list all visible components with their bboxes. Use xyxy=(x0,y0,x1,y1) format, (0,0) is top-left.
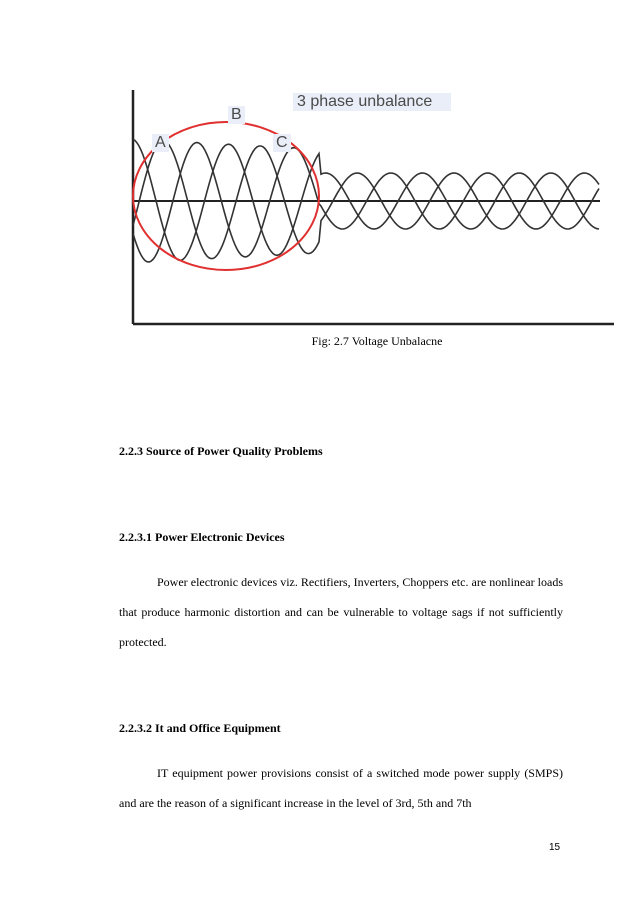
page-number: 15 xyxy=(549,842,561,853)
phase-wave-a xyxy=(133,141,599,259)
phase-b-label: B xyxy=(228,106,245,124)
figure-title: 3 phase unbalance xyxy=(293,93,451,111)
subsection-heading-power-electronic: 2.2.3.1 Power Electronic Devices xyxy=(119,530,285,544)
voltage-unbalance-figure xyxy=(130,88,614,328)
figure-caption: Fig: 2.7 Voltage Unbalacne xyxy=(311,334,443,348)
section-heading: 2.2.3 Source of Power Quality Problems xyxy=(119,444,323,458)
phase-wave-b xyxy=(133,139,599,260)
paragraph-power-electronic: Power electronic devices viz. Rectifiers, Inverters, Choppers etc. are nonlinear loads that produce harmonic distortion and can be vulnerable to voltage sags if not sufficiently protected. xyxy=(119,575,563,649)
subsection-heading-it-office: 2.2.3.2 It and Office Equipment xyxy=(119,721,281,735)
phase-c-label: C xyxy=(273,134,291,152)
phase-wave-c xyxy=(133,143,599,263)
waveform-plot xyxy=(130,88,614,328)
paragraph-it-office: IT equipment power provisions consist of a switched mode power supply (SMPS) and are the reason of a significant increase in the level of 3rd, 5th and 7th xyxy=(119,766,563,810)
phase-a-label: A xyxy=(152,134,169,152)
